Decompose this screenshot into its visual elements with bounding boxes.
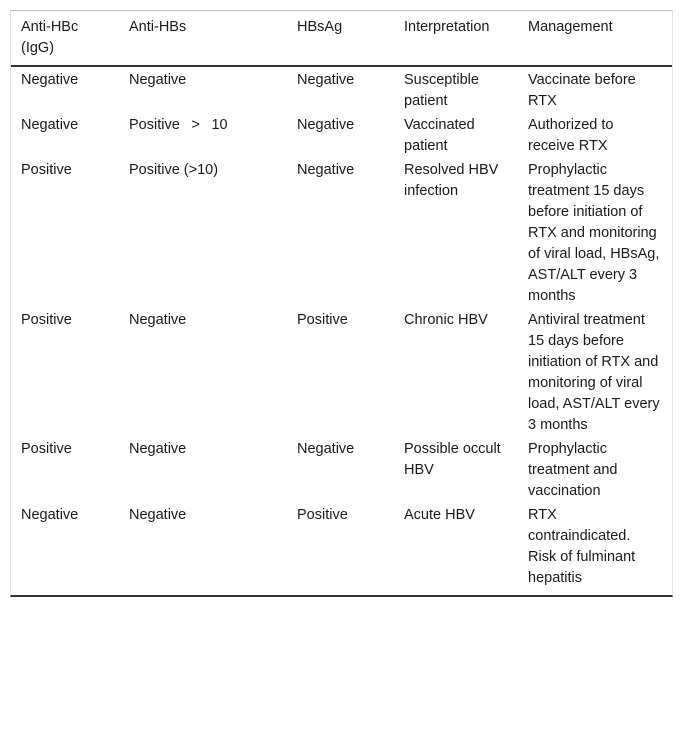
- header-hbsag: HBsAg: [287, 11, 394, 66]
- table-row: [11, 66, 672, 113]
- cell-hbsag: Positive: [297, 312, 348, 328]
- cell-anti-hbs: Negative: [129, 507, 187, 523]
- cell-hbsag: Negative: [297, 117, 355, 133]
- cell-anti-hbs: Negative: [129, 72, 187, 88]
- cell-anti-hbs: Positive (>10): [129, 162, 219, 178]
- cell-management: Authorized to receive RTX: [528, 117, 614, 154]
- cell-interpretation: Vaccinated patient: [404, 117, 475, 154]
- cell-management: Vaccinate before RTX: [528, 72, 636, 109]
- cell-management: Prophylactic treatment and vaccination: [528, 441, 618, 499]
- cell-hbsag: Negative: [297, 441, 355, 457]
- cell-anti-hbc: Negative: [21, 117, 79, 133]
- cell-hbsag: Positive: [297, 507, 348, 523]
- cell-anti-hbs: Positive > 10: [129, 117, 228, 133]
- table-row: [11, 503, 672, 595]
- hbv-management-table-container: [10, 10, 673, 597]
- table-row: [11, 158, 672, 308]
- hbv-management-table: [11, 11, 672, 595]
- cell-hbsag: Negative: [297, 72, 355, 88]
- table-row: [11, 113, 672, 158]
- table-row: [11, 308, 672, 437]
- cell-anti-hbs: Negative: [129, 441, 187, 457]
- header-anti-hbc: Anti-HBc (IgG): [11, 11, 119, 66]
- table-body: [11, 66, 672, 595]
- cell-management: Prophylactic treatment 15 days before initiation of RTX and monitoring of viral load, HBsAg, AST/ALT every 3 months: [528, 162, 660, 304]
- cell-anti-hbc: Negative: [21, 507, 79, 523]
- cell-management: RTX contraindicated. Risk of fulminant hepatitis: [528, 507, 636, 586]
- cell-anti-hbc: Negative: [21, 72, 79, 88]
- cell-management: Antiviral treatment 15 days before initiation of RTX and monitoring of viral load, AST/ALT every 3 months: [528, 312, 660, 433]
- cell-interpretation: Acute HBV: [404, 507, 475, 523]
- table-header: [11, 11, 672, 66]
- cell-interpretation: Susceptible patient: [404, 72, 479, 109]
- cell-interpretation: Resolved HBV infection: [404, 162, 499, 199]
- header-interpretation: Interpretation: [394, 11, 518, 66]
- cell-interpretation: Chronic HBV: [404, 312, 488, 328]
- cell-anti-hbc: Positive: [21, 312, 72, 328]
- table-row: [11, 437, 672, 503]
- header-management: Management: [518, 11, 672, 66]
- header-row: [11, 11, 672, 66]
- cell-anti-hbc: Positive: [21, 441, 72, 457]
- header-anti-hbs: Anti-HBs: [119, 11, 287, 66]
- cell-anti-hbc: Positive: [21, 162, 72, 178]
- cell-interpretation: Possible occult HBV: [404, 441, 501, 478]
- cell-anti-hbs: Negative: [129, 312, 187, 328]
- cell-hbsag: Negative: [297, 162, 355, 178]
